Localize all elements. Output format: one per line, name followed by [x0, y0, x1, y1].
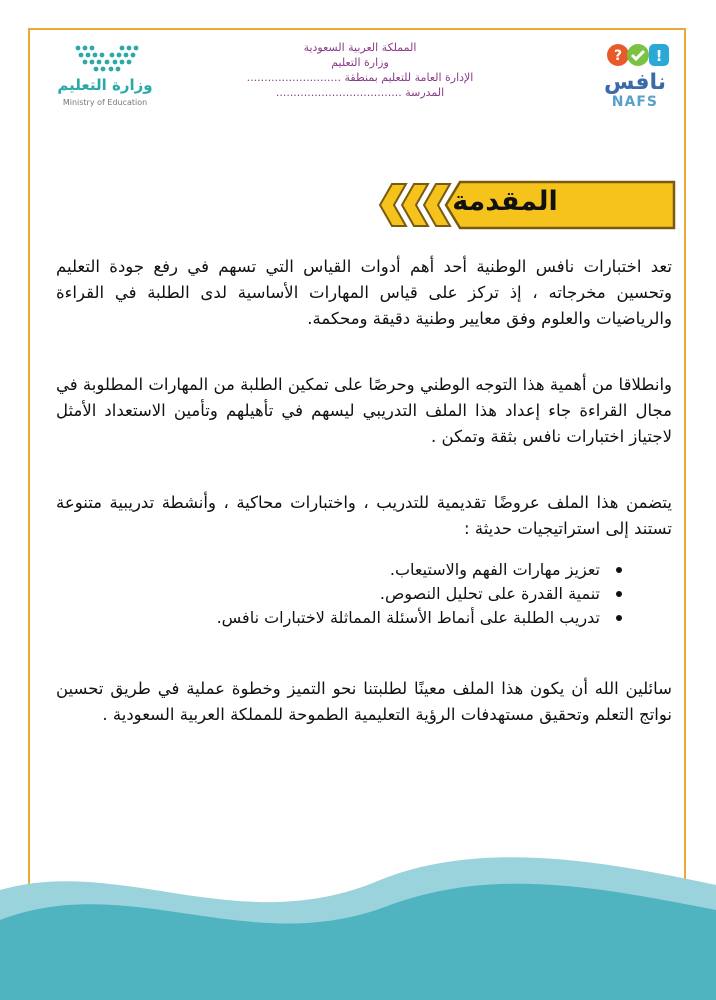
strategies-list — [217, 558, 622, 630]
nafs-badge-icon — [596, 38, 676, 72]
list-item — [217, 558, 622, 582]
bullet-icon — [616, 615, 622, 621]
list-item-text: تعزيز مهارات الفهم والاستيعاب. — [389, 560, 600, 579]
paragraph-1: تعد اختبارات نافس الوطنية أحد أهم أدوات القياس التي تسهم في رفع جودة التعليم وتحسين مخرجاته ، إذ تركز على قياس المهارات الأساسية لدى الطلبة في القراءة والرياضيات والعلوم وفق معايير وطنية دقيقة ومحكمة. — [56, 257, 672, 328]
svg-text:?: ? — [613, 48, 623, 64]
list-item — [217, 582, 622, 606]
svg-text:!: ! — [655, 47, 663, 65]
nafs-logo-arabic-text: نافس — [603, 70, 666, 95]
paragraph-4: سائلين الله أن يكون هذا الملف معينًا لطلبتنا نحو التميز وخطوة عملية في طريق تحسين نواتج التعلم وتحقيق مستهدفات الرؤية التعليمية الطموحة للمملكة العربية السعودية . — [56, 679, 672, 724]
nafs-logo-english-text: NAFS — [611, 94, 658, 110]
header-line-directorate: الإدارة العامة للتعليم بمنطقة ........................... — [246, 71, 474, 84]
section-title: المقدمة — [452, 186, 558, 217]
header-line-school: المدرسة .................................... — [275, 86, 445, 99]
document-header — [40, 38, 676, 118]
bullet-icon — [616, 591, 622, 597]
footer-wave-decoration — [0, 850, 716, 1000]
list-item — [217, 606, 622, 630]
list-item-text: تنمية القدرة على تحليل النصوص. — [379, 584, 600, 603]
nafs-logo — [596, 38, 676, 118]
ministry-of-education-logo — [50, 38, 160, 108]
header-line-kingdom: المملكة العربية السعودية — [303, 41, 417, 54]
paragraph-2: وانطلاقا من أهمية هذا التوجه الوطني وحرصًا على تمكين الطلبة من المهارات المطلوبة في مجال القراءة جاء إعداد هذا الملف التدريبي ليسهم في تأهيلهم وتأمين الاستعداد الأمثل لاجتياز اختبارات نافس بثقة وتمكن . — [56, 375, 672, 446]
list-item-text: تدريب الطلبة على أنماط الأسئلة المماثلة لاختبارات نافس. — [216, 608, 600, 627]
header-institution-info — [245, 40, 475, 100]
paragraph-3: يتضمن هذا الملف عروضًا تقديمية للتدريب ، واختبارات محاكية ، وأنشطة تدريبية متنوعة تستند إلى استراتيجيات حديثة : — [56, 493, 672, 538]
moe-logo-arabic-text: وزارة التعليم — [57, 76, 153, 94]
moe-dots-icon — [72, 42, 142, 74]
moe-logo-english-text: Ministry of Education — [62, 98, 148, 107]
header-line-ministry: وزارة التعليم — [331, 56, 389, 69]
bullet-icon — [616, 567, 622, 573]
